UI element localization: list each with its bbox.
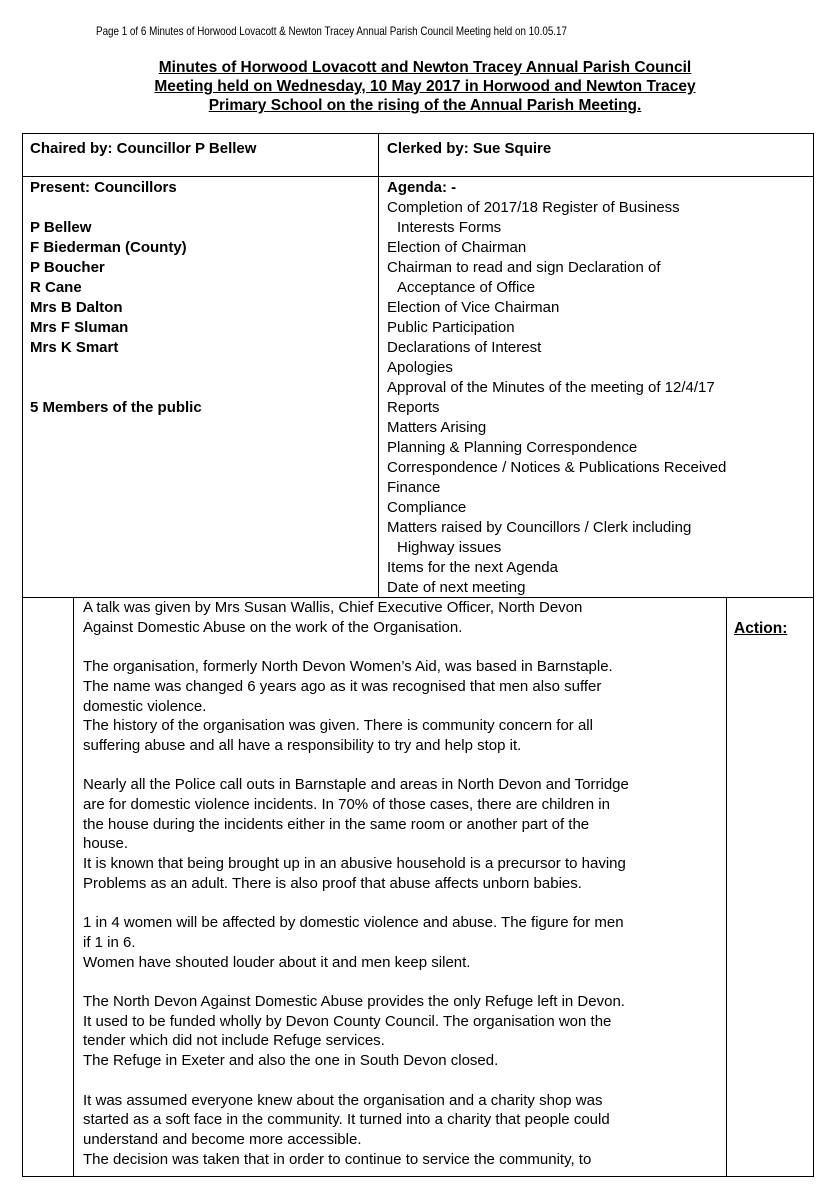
councillor-item: Mrs K Smart (30, 339, 119, 356)
councillor-item: P Boucher (30, 259, 105, 276)
text-line: It was assumed everyone knew about the organisation and a charity shop was (83, 1091, 603, 1109)
column-divider-action (726, 597, 727, 1177)
column-divider-top (378, 133, 379, 598)
table-border-left (22, 133, 23, 1177)
paragraph (83, 913, 723, 972)
councillor-item: Mrs B Dalton (30, 299, 123, 316)
agenda-item: Chairman to read and sign Declaration of (387, 259, 661, 276)
text-line: Women have shouted louder about it and men keep silent. (83, 953, 471, 971)
agenda-heading: Agenda: - (387, 179, 457, 196)
text-line: The history of the organisation was given. There is community concern for all (83, 717, 593, 735)
minutes-body (83, 598, 723, 1189)
text-line: The North Devon Against Domestic Abuse provides the only Refuge left in Devon. (83, 993, 625, 1010)
text-line: Against Domestic Abuse on the work of the Organisation. (83, 618, 463, 636)
text-line: The name was changed 6 years ago as it was recognised that men also suffer (83, 677, 602, 695)
text-line: understand and become more accessible. (83, 1130, 362, 1148)
agenda-item: Declarations of Interest (387, 339, 542, 356)
agenda-item: Highway issues (397, 539, 502, 556)
running-header: Page 1 of 6 Minutes of Horwood Lovacott & Newton Tracey Annual Parish Council Meeting held on 10.05.17 (96, 24, 567, 38)
text-line: tender which did not include Refuge services. (83, 1032, 385, 1050)
clerked-by: Clerked by: Sue Squire (387, 140, 552, 157)
column-divider-margin (73, 597, 74, 1177)
agenda-item: Apologies (387, 359, 453, 376)
councillor-item: Mrs F Sluman (30, 319, 129, 336)
agenda-item: Election of Vice Chairman (387, 299, 560, 316)
paragraph (83, 775, 723, 893)
text-line: started as a soft face in the community. It turned into a charity that people could (83, 1111, 610, 1129)
agenda-item: Correspondence / Notices & Publications Received (387, 459, 727, 476)
title-line-3: Primary School on the rising of the Annual Parish Meeting. (208, 97, 642, 114)
document-title (60, 58, 790, 115)
paragraph (83, 657, 723, 756)
text-line: The organisation, formerly North Devon Women’s Aid, was based in Barnstaple. (83, 658, 613, 676)
agenda-item: Matters Arising (387, 419, 487, 436)
agenda-item: Election of Chairman (387, 239, 527, 256)
text-line: domestic violence. (83, 697, 207, 715)
present-heading: Present: Councillors (30, 179, 177, 196)
text-line: Nearly all the Police call outs in Barnstaple and areas in North Devon and Torridge (83, 776, 629, 794)
agenda-item: Items for the next Agenda (387, 559, 558, 576)
paragraph (83, 598, 723, 637)
text-line: house. (83, 835, 129, 853)
agenda-item: Interests Forms (397, 219, 502, 236)
agenda-item: Public Participation (387, 319, 515, 336)
table-border-right (813, 133, 814, 1177)
councillor-item: P Bellew (30, 219, 92, 236)
agenda-item: Compliance (387, 499, 467, 516)
row-divider-1 (22, 176, 814, 177)
agenda-item: Acceptance of Office (397, 279, 536, 296)
title-line-1: Minutes of Horwood Lovacott and Newton Tracey Annual Parish Council (158, 59, 692, 76)
text-line: It is known that being brought up in an abusive household is a precursor to having (83, 855, 626, 873)
agenda-item: Finance (387, 479, 441, 496)
councillor-item: F Biederman (County) (30, 239, 187, 256)
agenda-item: Approval of the Minutes of the meeting of 12/4/17 (387, 379, 715, 396)
agenda-item: Reports (387, 399, 440, 416)
present-list (30, 178, 202, 418)
agenda-item: Completion of 2017/18 Register of Business (387, 199, 680, 216)
text-line: The decision was taken that in order to continue to service the community, to (83, 1150, 592, 1168)
text-line: the house during the incidents either in the same room or another part of the (83, 815, 590, 833)
paragraph (83, 992, 723, 1071)
text-line: if 1 in 6. (83, 933, 136, 951)
text-line: 1 in 4 women will be affected by domestic violence and abuse. The figure for men (83, 914, 624, 932)
text-line: A talk was given by Mrs Susan Wallis, Chief Executive Officer, North Devon (83, 599, 583, 616)
action-heading: Action: (734, 620, 788, 637)
councillor-item: R Cane (30, 279, 82, 296)
table-border-top (22, 133, 814, 134)
agenda-item: Date of next meeting (387, 579, 526, 596)
agenda-item: Matters raised by Councillors / Clerk including (387, 519, 692, 536)
text-line: The Refuge in Exeter and also the one in South Devon closed. (83, 1052, 499, 1070)
agenda-item: Planning & Planning Correspondence (387, 439, 638, 456)
chaired-by: Chaired by: Councillor P Bellew (30, 140, 257, 157)
text-line: are for domestic violence incidents. In 70% of those cases, there are children in (83, 796, 610, 813)
text-line: Problems as an adult. There is also proof that abuse affects unborn babies. (83, 874, 582, 892)
paragraph (83, 1091, 723, 1170)
title-line-2: Meeting held on Wednesday, 10 May 2017 in Horwood and Newton Tracey (154, 78, 696, 95)
text-line: It used to be funded wholly by Devon County Council. The organisation won the (83, 1012, 612, 1030)
agenda-list (387, 178, 726, 598)
public-attendance: 5 Members of the public (30, 399, 202, 416)
text-line: suffering abuse and all have a responsibility to try and help stop it. (83, 736, 522, 754)
